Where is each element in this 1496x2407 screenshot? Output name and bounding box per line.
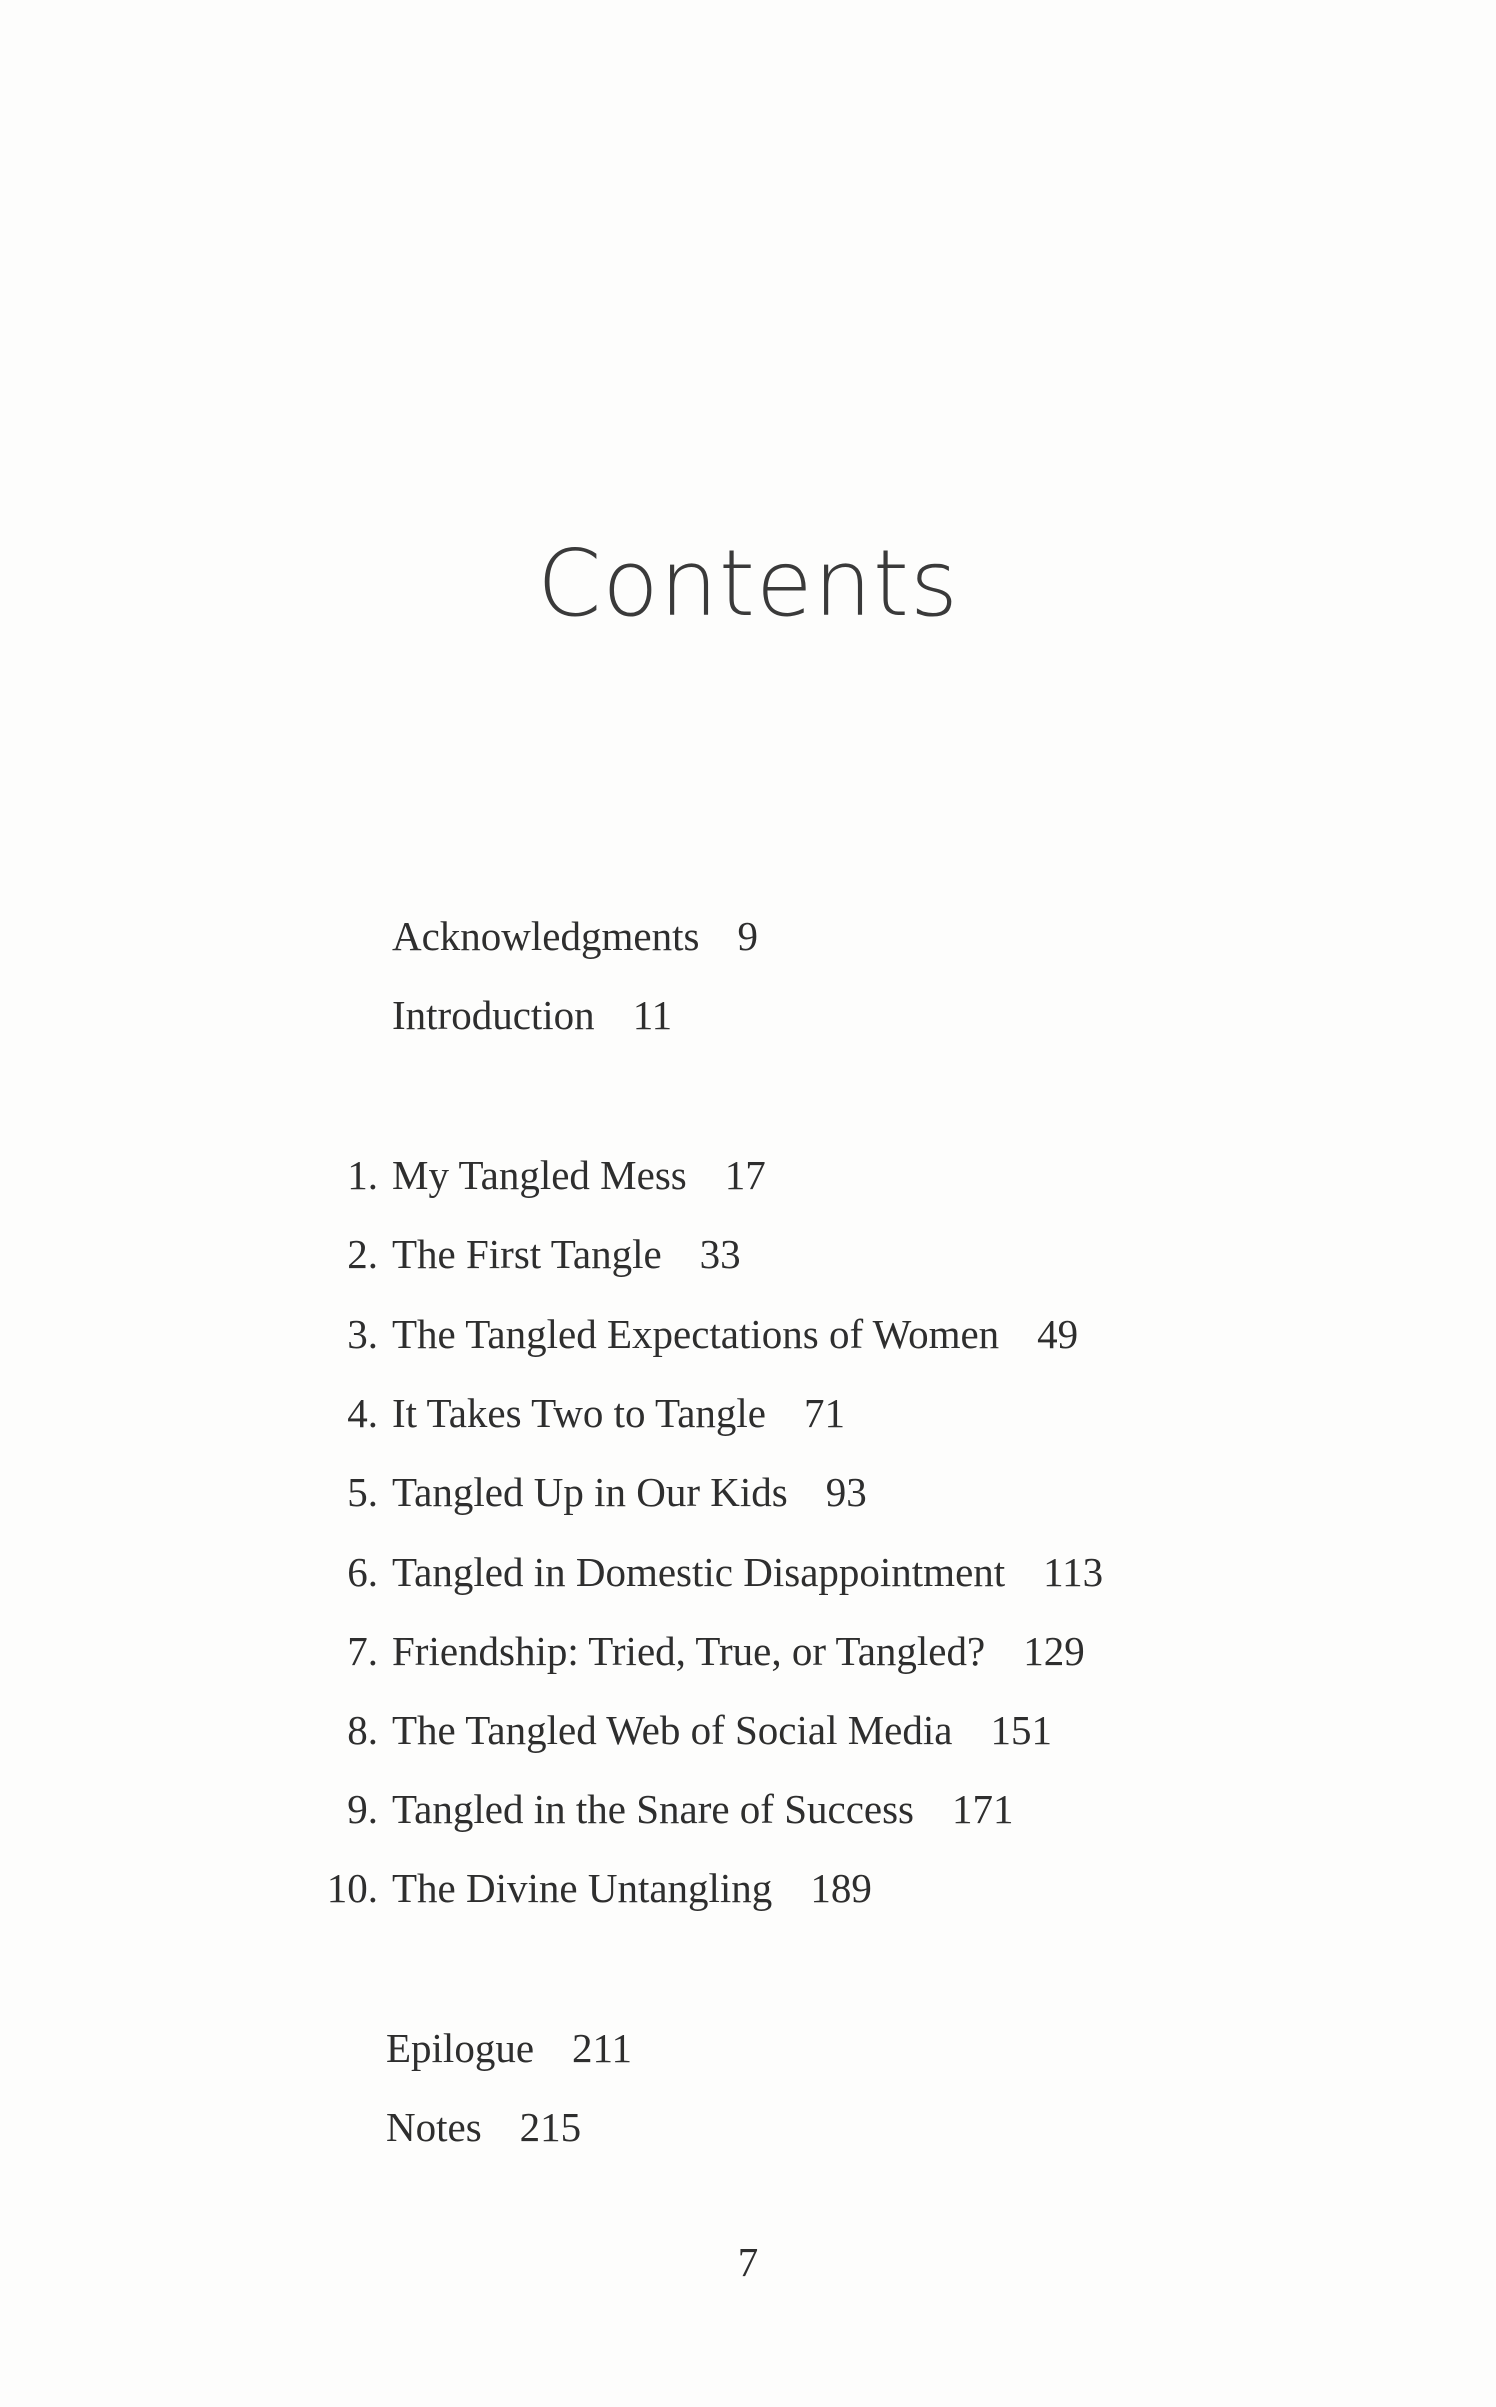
chapter-number: 8. [347, 1707, 378, 1753]
chapter-title: My Tangled Mess [392, 1152, 687, 1198]
chapter-title: Tangled in Domestic Disappointment [392, 1549, 1006, 1595]
chapter-title: The Divine Untangling [392, 1865, 773, 1911]
toc-entry-page: 211 [572, 2025, 633, 2071]
toc-entry-page: 11 [632, 992, 673, 1038]
toc-entry-title: Acknowledgments [392, 913, 700, 959]
chapter-page: 151 [990, 1707, 1052, 1753]
toc-entry-page: 9 [737, 913, 758, 959]
chapter-page: 93 [825, 1469, 867, 1515]
chapter-title: The First Tangle [392, 1231, 662, 1277]
chapter-page: 129 [1023, 1628, 1085, 1674]
toc-entry-title: Epilogue [386, 2025, 535, 2071]
chapter-title: It Takes Two to Tangle [392, 1390, 767, 1436]
page-title: Contents [537, 530, 959, 637]
chapter-number: 1. [347, 1152, 378, 1198]
chapter-page: 71 [804, 1390, 846, 1436]
chapter-title: Tangled Up in Our Kids [392, 1469, 788, 1515]
toc-entry-title: Notes [386, 2104, 482, 2150]
chapter-number: 5. [347, 1469, 378, 1515]
chapter-page: 17 [724, 1152, 766, 1198]
chapter-page: 49 [1037, 1311, 1079, 1357]
chapter-page: 33 [699, 1231, 741, 1277]
chapter-number: 9. [347, 1786, 378, 1832]
chapter-number: 10. [326, 1865, 378, 1911]
toc-entry-introduction [392, 992, 673, 1038]
toc-entry-notes [386, 2104, 582, 2150]
chapter-number: 6. [347, 1549, 378, 1595]
toc-entry-page: 215 [519, 2104, 582, 2150]
page-number: 7 [737, 2239, 759, 2285]
chapter-number: 7. [347, 1628, 378, 1674]
toc-entry-epilogue [386, 2025, 633, 2071]
chapter-number: 2. [347, 1231, 378, 1277]
chapter-page: 113 [1043, 1549, 1104, 1595]
chapter-page: 171 [952, 1786, 1014, 1832]
chapter-number: 3. [347, 1311, 378, 1357]
chapter-number: 4. [347, 1390, 378, 1436]
toc-entry-title: Introduction [392, 992, 595, 1038]
chapter-page: 189 [810, 1865, 872, 1911]
chapter-title: Tangled in the Snare of Success [392, 1786, 915, 1832]
chapter-title: The Tangled Expectations of Women [392, 1311, 1000, 1357]
chapter-title: Friendship: Tried, True, or Tangled? [392, 1628, 986, 1674]
chapter-title: The Tangled Web of Social Media [392, 1707, 953, 1753]
toc-entry-acknowledgments [392, 913, 758, 959]
